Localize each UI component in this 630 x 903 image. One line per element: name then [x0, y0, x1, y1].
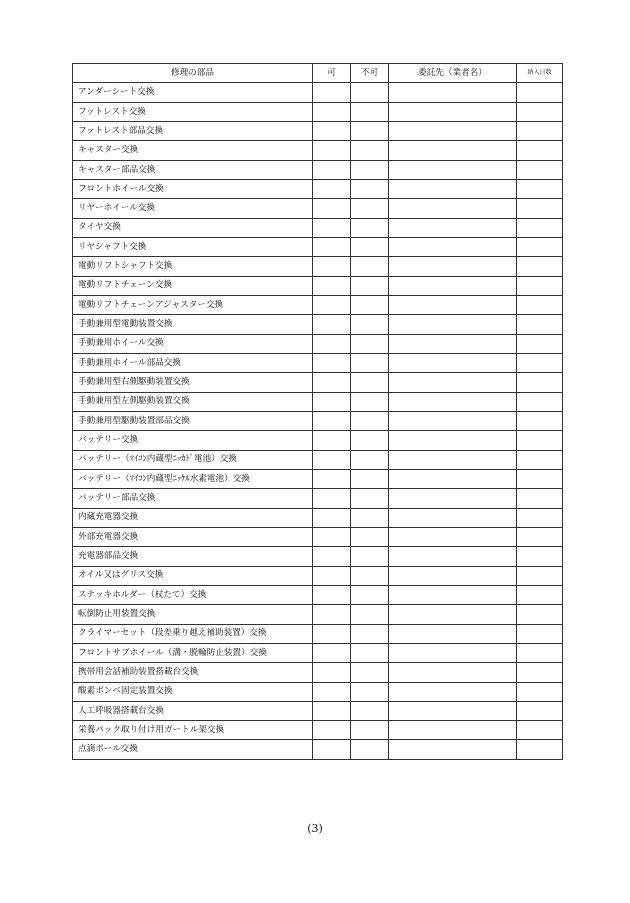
table-body	[73, 83, 563, 759]
ng-cell[interactable]	[351, 585, 389, 604]
ng-cell[interactable]	[351, 353, 389, 372]
part-name-cell: 転倒防止用装置交換	[73, 605, 313, 624]
ng-cell[interactable]	[351, 489, 389, 508]
ng-cell[interactable]	[351, 527, 389, 546]
part-name-cell: 電動リフトチェーンアジャスター交換	[73, 295, 313, 314]
ok-cell[interactable]	[313, 527, 351, 546]
vendor-cell[interactable]	[389, 83, 517, 102]
part-name-cell: オイル又はグリス交換	[73, 566, 313, 585]
part-name-cell: 電動リフトチェーン交換	[73, 276, 313, 295]
table-row	[73, 83, 563, 102]
ng-cell[interactable]	[351, 199, 389, 218]
ng-cell[interactable]	[351, 701, 389, 720]
table-row	[73, 431, 563, 450]
delivery-days-cell[interactable]	[517, 431, 563, 450]
ng-cell[interactable]	[351, 547, 389, 566]
ok-cell[interactable]	[313, 566, 351, 585]
ok-cell[interactable]	[313, 237, 351, 256]
delivery-days-cell[interactable]	[517, 508, 563, 527]
vendor-cell[interactable]	[389, 605, 517, 624]
delivery-days-cell[interactable]	[517, 199, 563, 218]
delivery-days-cell[interactable]	[517, 663, 563, 682]
part-name-cell: 手動兼用ホイール部品交換	[73, 353, 313, 372]
delivery-days-cell[interactable]	[517, 701, 563, 720]
delivery-days-cell[interactable]	[517, 83, 563, 102]
part-name-cell: 外部充電器交換	[73, 527, 313, 546]
part-name-cell: 充電器部品交換	[73, 547, 313, 566]
table-row	[73, 160, 563, 179]
table-row	[73, 373, 563, 392]
part-name-cell: バッテリー交換	[73, 431, 313, 450]
vendor-cell[interactable]	[389, 547, 517, 566]
ng-cell[interactable]	[351, 469, 389, 488]
delivery-days-cell[interactable]	[517, 585, 563, 604]
part-name-cell: 手動兼用型駆動装置部品交換	[73, 411, 313, 430]
part-name-cell: タイヤ交換	[73, 218, 313, 237]
table-row	[73, 489, 563, 508]
header-ok: 可	[313, 64, 351, 83]
vendor-cell[interactable]	[389, 102, 517, 121]
ok-cell[interactable]	[313, 295, 351, 314]
table-row	[73, 353, 563, 372]
ng-cell[interactable]	[351, 295, 389, 314]
part-name-cell: アンダーシート交換	[73, 83, 313, 102]
vendor-cell[interactable]	[389, 527, 517, 546]
ng-cell[interactable]	[351, 179, 389, 198]
vendor-cell[interactable]	[389, 489, 517, 508]
vendor-cell[interactable]	[389, 179, 517, 198]
ok-cell[interactable]	[313, 160, 351, 179]
ok-cell[interactable]	[313, 721, 351, 740]
delivery-days-cell[interactable]	[517, 721, 563, 740]
table-row	[73, 450, 563, 469]
ok-cell[interactable]	[313, 334, 351, 353]
part-name-cell: 電動リフトシャフト交換	[73, 257, 313, 276]
part-name-cell: 栄養パック取り付け用ガートル架交換	[73, 721, 313, 740]
vendor-cell[interactable]	[389, 663, 517, 682]
ng-cell[interactable]	[351, 160, 389, 179]
vendor-cell[interactable]	[389, 353, 517, 372]
table-row	[73, 721, 563, 740]
ok-cell[interactable]	[313, 392, 351, 411]
vendor-cell[interactable]	[389, 431, 517, 450]
ok-cell[interactable]	[313, 121, 351, 140]
ng-cell[interactable]	[351, 392, 389, 411]
vendor-cell[interactable]	[389, 469, 517, 488]
vendor-cell[interactable]	[389, 141, 517, 160]
ok-cell[interactable]	[313, 624, 351, 643]
header-delivery-days: 納入日数	[517, 64, 563, 83]
part-name-cell: フロントサブホイール（溝・脱輪防止装置）交換	[73, 643, 313, 662]
ok-cell[interactable]	[313, 643, 351, 662]
ng-cell[interactable]	[351, 141, 389, 160]
ok-cell[interactable]	[313, 199, 351, 218]
table-row	[73, 527, 563, 546]
ok-cell[interactable]	[313, 585, 351, 604]
ok-cell[interactable]	[313, 682, 351, 701]
vendor-cell[interactable]	[389, 373, 517, 392]
part-name-cell: フットレスト交換	[73, 102, 313, 121]
table-row	[73, 179, 563, 198]
delivery-days-cell[interactable]	[517, 547, 563, 566]
delivery-days-cell[interactable]	[517, 469, 563, 488]
delivery-days-cell[interactable]	[517, 373, 563, 392]
delivery-days-cell[interactable]	[517, 682, 563, 701]
ng-cell[interactable]	[351, 83, 389, 102]
delivery-days-cell[interactable]	[517, 353, 563, 372]
table-row	[73, 701, 563, 720]
part-name-cell: 点滴ポール交換	[73, 740, 313, 759]
ok-cell[interactable]	[313, 83, 351, 102]
table-row	[73, 469, 563, 488]
part-name-cell: クライマーセット（段差乗り越え補助装置）交換	[73, 624, 313, 643]
ok-cell[interactable]	[313, 315, 351, 334]
table-row	[73, 740, 563, 759]
ng-cell[interactable]	[351, 508, 389, 527]
table-row	[73, 141, 563, 160]
ng-cell[interactable]	[351, 121, 389, 140]
vendor-cell[interactable]	[389, 701, 517, 720]
vendor-cell[interactable]	[389, 721, 517, 740]
page-number: (3)	[307, 822, 323, 835]
table-row	[73, 508, 563, 527]
delivery-days-cell[interactable]	[517, 392, 563, 411]
vendor-cell[interactable]	[389, 276, 517, 295]
part-name-cell: リヤーホイール交換	[73, 199, 313, 218]
table-header-row	[73, 64, 563, 83]
delivery-days-cell[interactable]	[517, 257, 563, 276]
ng-cell[interactable]	[351, 740, 389, 759]
ok-cell[interactable]	[313, 605, 351, 624]
header-ng: 不可	[351, 64, 389, 83]
ng-cell[interactable]	[351, 102, 389, 121]
vendor-cell[interactable]	[389, 257, 517, 276]
vendor-cell[interactable]	[389, 315, 517, 334]
part-name-cell: フロントホイール交換	[73, 179, 313, 198]
vendor-cell[interactable]	[389, 334, 517, 353]
delivery-days-cell[interactable]	[517, 121, 563, 140]
table-row	[73, 605, 563, 624]
ok-cell[interactable]	[313, 508, 351, 527]
delivery-days-cell[interactable]	[517, 643, 563, 662]
ok-cell[interactable]	[313, 663, 351, 682]
part-name-cell: キャスター交換	[73, 141, 313, 160]
table-row	[73, 295, 563, 314]
table-row	[73, 392, 563, 411]
vendor-cell[interactable]	[389, 508, 517, 527]
ok-cell[interactable]	[313, 141, 351, 160]
table-row	[73, 276, 563, 295]
delivery-days-cell[interactable]	[517, 295, 563, 314]
vendor-cell[interactable]	[389, 643, 517, 662]
vendor-cell[interactable]	[389, 392, 517, 411]
ng-cell[interactable]	[351, 721, 389, 740]
header-part: 修理の部品	[73, 64, 313, 83]
ok-cell[interactable]	[313, 257, 351, 276]
vendor-cell[interactable]	[389, 121, 517, 140]
ng-cell[interactable]	[351, 257, 389, 276]
vendor-cell[interactable]	[389, 237, 517, 256]
vendor-cell[interactable]	[389, 740, 517, 759]
delivery-days-cell[interactable]	[517, 489, 563, 508]
delivery-days-cell[interactable]	[517, 141, 563, 160]
table-row	[73, 237, 563, 256]
part-name-cell: ステッキホルダー（杖たて）交換	[73, 585, 313, 604]
ng-cell[interactable]	[351, 450, 389, 469]
delivery-days-cell[interactable]	[517, 334, 563, 353]
table-row	[73, 585, 563, 604]
delivery-days-cell[interactable]	[517, 102, 563, 121]
ok-cell[interactable]	[313, 218, 351, 237]
table-row	[73, 218, 563, 237]
part-name-cell: キャスター部品交換	[73, 160, 313, 179]
header-vendor: 委託先（業者名）	[389, 64, 517, 83]
ng-cell[interactable]	[351, 605, 389, 624]
ng-cell[interactable]	[351, 624, 389, 643]
part-name-cell: 手動兼用型電動装置交換	[73, 315, 313, 334]
ok-cell[interactable]	[313, 740, 351, 759]
ng-cell[interactable]	[351, 276, 389, 295]
part-name-cell: 携帯用会話補助装置搭載台交換	[73, 663, 313, 682]
delivery-days-cell[interactable]	[517, 450, 563, 469]
delivery-days-cell[interactable]	[517, 315, 563, 334]
part-name-cell: バッテリー（ﾏｲｺﾝ内蔵型ﾆｯｹﾙ水素電池）交換	[73, 469, 313, 488]
delivery-days-cell[interactable]	[517, 624, 563, 643]
table-row	[73, 663, 563, 682]
ng-cell[interactable]	[351, 411, 389, 430]
vendor-cell[interactable]	[389, 411, 517, 430]
part-name-cell: バッテリー部品交換	[73, 489, 313, 508]
ok-cell[interactable]	[313, 276, 351, 295]
delivery-days-cell[interactable]	[517, 276, 563, 295]
delivery-days-cell[interactable]	[517, 411, 563, 430]
table-row	[73, 334, 563, 353]
ok-cell[interactable]	[313, 450, 351, 469]
part-name-cell: 内蔵充電器交換	[73, 508, 313, 527]
part-name-cell: フットレスト部品交換	[73, 121, 313, 140]
table-row	[73, 199, 563, 218]
delivery-days-cell[interactable]	[517, 179, 563, 198]
delivery-days-cell[interactable]	[517, 218, 563, 237]
ok-cell[interactable]	[313, 179, 351, 198]
ng-cell[interactable]	[351, 334, 389, 353]
table-row	[73, 411, 563, 430]
vendor-cell[interactable]	[389, 585, 517, 604]
part-name-cell: リヤシャフト交換	[73, 237, 313, 256]
delivery-days-cell[interactable]	[517, 566, 563, 585]
ok-cell[interactable]	[313, 353, 351, 372]
ng-cell[interactable]	[351, 643, 389, 662]
vendor-cell[interactable]	[389, 450, 517, 469]
vendor-cell[interactable]	[389, 199, 517, 218]
part-name-cell: 人工呼吸器搭載台交換	[73, 701, 313, 720]
ng-cell[interactable]	[351, 431, 389, 450]
delivery-days-cell[interactable]	[517, 605, 563, 624]
ok-cell[interactable]	[313, 489, 351, 508]
ok-cell[interactable]	[313, 431, 351, 450]
table-row	[73, 102, 563, 121]
vendor-cell[interactable]	[389, 218, 517, 237]
table-row	[73, 682, 563, 701]
table-row	[73, 257, 563, 276]
ng-cell[interactable]	[351, 663, 389, 682]
part-name-cell: 手動兼用型右側駆動装置交換	[73, 373, 313, 392]
ng-cell[interactable]	[351, 373, 389, 392]
ng-cell[interactable]	[351, 566, 389, 585]
table-row	[73, 643, 563, 662]
delivery-days-cell[interactable]	[517, 527, 563, 546]
ng-cell[interactable]	[351, 682, 389, 701]
ok-cell[interactable]	[313, 102, 351, 121]
delivery-days-cell[interactable]	[517, 237, 563, 256]
table-row	[73, 315, 563, 334]
ok-cell[interactable]	[313, 701, 351, 720]
vendor-cell[interactable]	[389, 295, 517, 314]
delivery-days-cell[interactable]	[517, 740, 563, 759]
table-row	[73, 566, 563, 585]
delivery-days-cell[interactable]	[517, 160, 563, 179]
ng-cell[interactable]	[351, 237, 389, 256]
part-name-cell: 手動兼用型左側駆動装置交換	[73, 392, 313, 411]
table-row	[73, 121, 563, 140]
ok-cell[interactable]	[313, 373, 351, 392]
ng-cell[interactable]	[351, 218, 389, 237]
vendor-cell[interactable]	[389, 624, 517, 643]
ok-cell[interactable]	[313, 411, 351, 430]
repair-parts-table	[72, 63, 563, 760]
ng-cell[interactable]	[351, 315, 389, 334]
part-name-cell: 酸素ボンベ固定装置交換	[73, 682, 313, 701]
table-row	[73, 547, 563, 566]
ok-cell[interactable]	[313, 469, 351, 488]
vendor-cell[interactable]	[389, 160, 517, 179]
table-row	[73, 624, 563, 643]
part-name-cell: バッテリー（ﾏｲｺﾝ内蔵型ﾆｯｶﾄﾞ電池）交換	[73, 450, 313, 469]
part-name-cell: 手動兼用ホイール交換	[73, 334, 313, 353]
vendor-cell[interactable]	[389, 566, 517, 585]
ok-cell[interactable]	[313, 547, 351, 566]
vendor-cell[interactable]	[389, 682, 517, 701]
